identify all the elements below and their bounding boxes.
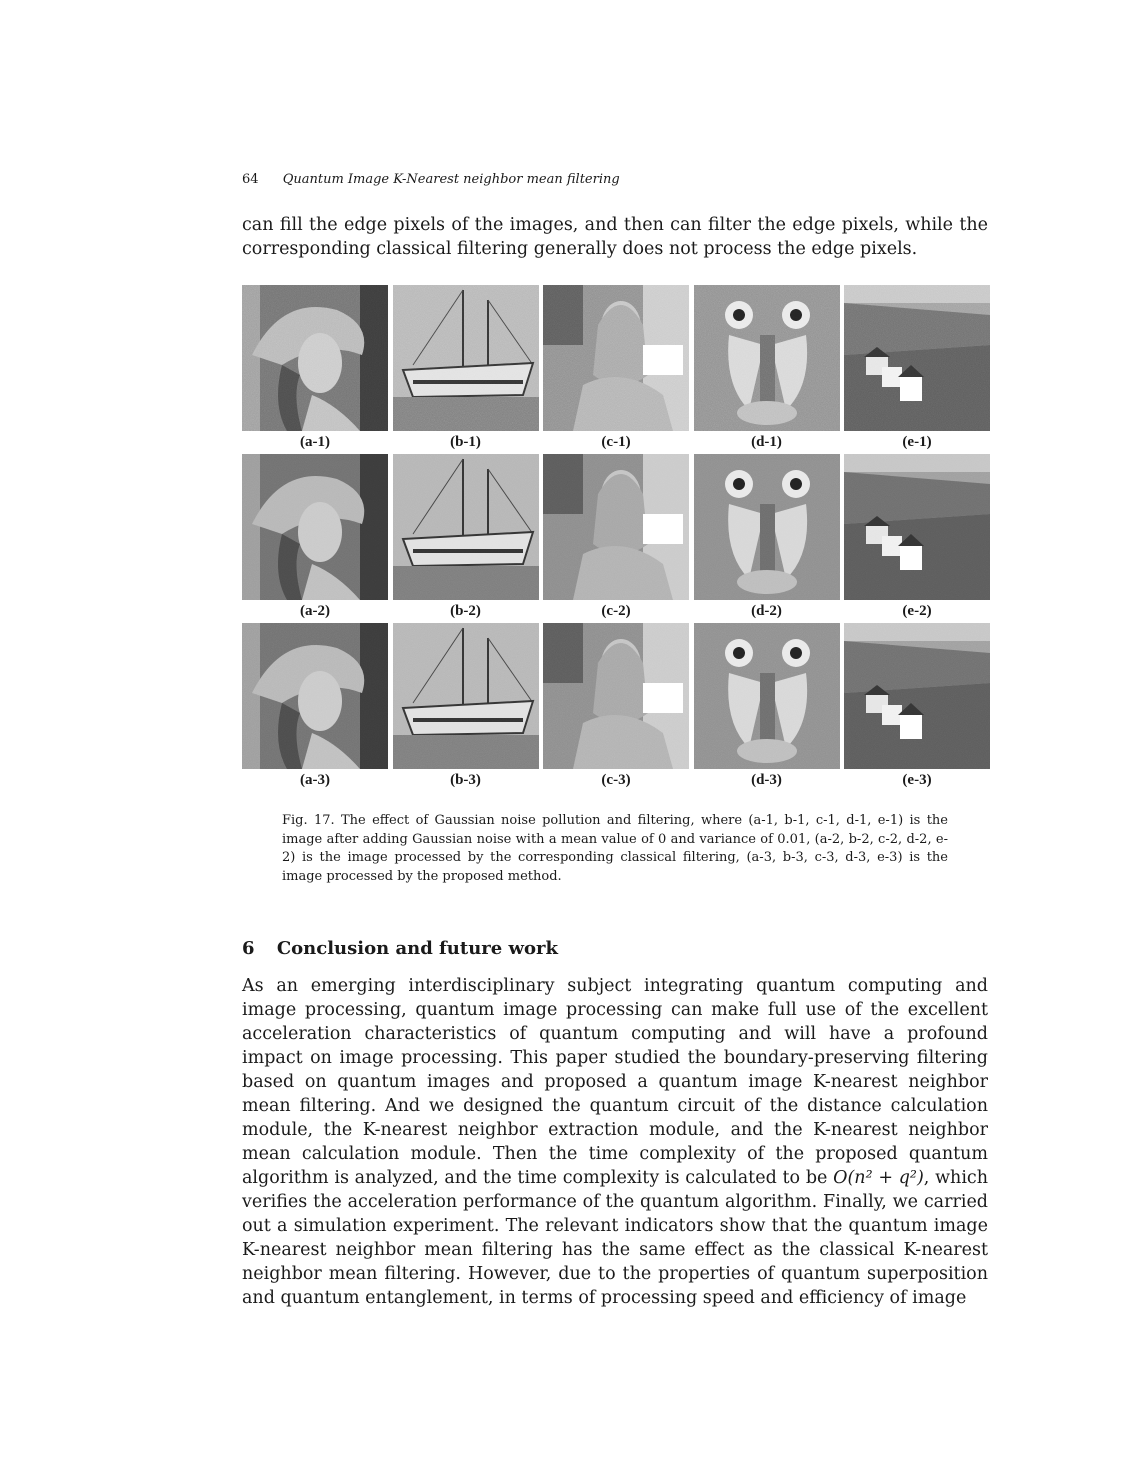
figure-cell (694, 285, 840, 454)
figure-image-boat (393, 623, 539, 769)
scene-graphic (393, 285, 539, 431)
figure-cell (543, 285, 689, 454)
figure-image-baboon (694, 623, 840, 769)
section-title: Conclusion and future work (276, 938, 558, 959)
conclusion-text-2: , which verifies the acceleration performance of the quantum algorithm. Finally, we carried out a simulation experiment. The relevant indicators show that the quantum image K-nearest neighbor mean filtering has the same effect as the classical K-nearest neighbor mean filtering. However, due to the properties of quantum superposition and quantum entanglement, in terms of processing speed and efficiency of image (242, 1168, 988, 1308)
figure-label: (c-2) (601, 603, 631, 619)
figure-label: (d-3) (751, 772, 782, 788)
figure-cell (844, 454, 990, 623)
figure-label: (e-1) (902, 434, 932, 450)
figure-cell (543, 454, 689, 623)
figure-cell (393, 285, 539, 454)
figure-cell (844, 285, 990, 454)
figure-cell (694, 454, 840, 623)
figure-cell (393, 623, 539, 792)
scene-graphic (242, 454, 388, 600)
figure-cell (393, 454, 539, 623)
figure-label: (a-3) (300, 772, 330, 788)
figure-image-boat (393, 285, 539, 431)
figure-image-baboon (694, 454, 840, 600)
figure-label: (c-1) (601, 434, 631, 450)
figure-cell (242, 454, 388, 623)
scene-graphic (844, 285, 990, 431)
figure-image-woman (543, 623, 689, 769)
figure-cell (242, 285, 388, 454)
figure-label: (e-2) (902, 603, 932, 619)
figure-label: (d-2) (751, 603, 782, 619)
scene-graphic (543, 285, 689, 431)
figure-grid (242, 285, 990, 792)
running-title: Quantum Image K-Nearest neighbor mean filtering (282, 172, 620, 187)
figure-image-woman (543, 454, 689, 600)
complexity-formula: O(n² + q²) (833, 1168, 924, 1188)
scene-graphic (242, 285, 388, 431)
figure-image-baboon (694, 285, 840, 431)
figure-image-village (844, 623, 990, 769)
scene-graphic (844, 623, 990, 769)
figure-cell (242, 623, 388, 792)
figure-label: (b-1) (450, 434, 481, 450)
figure-image-village (844, 285, 990, 431)
page-header (242, 172, 620, 187)
figure-cell (543, 623, 689, 792)
section-number: 6 (242, 938, 255, 959)
figure-image-village (844, 454, 990, 600)
conclusion-text-1: As an emerging interdisciplinary subject integrating quantum computing and image processing, quantum image processing can make full use of the excellent acceleration characteristics of quantum computing and will have a profound impact on image processing. This paper studied the boundary-preserving filtering based on quantum images and proposed a quantum image K-nearest neighbor mean filtering. And we designed the quantum circuit of the distance calculation module, the K-nearest neighbor extraction module, and the K-nearest neighbor mean calculation module. Then the time complexity of the proposed quantum algorithm is analyzed, and the time complexity is calculated to be (242, 976, 988, 1188)
scene-graphic (393, 623, 539, 769)
scene-graphic (694, 454, 840, 600)
figure-label: (a-1) (300, 434, 330, 450)
figure-label: (b-3) (450, 772, 481, 788)
figure-image-lena (242, 285, 388, 431)
conclusion-paragraph (242, 974, 988, 1310)
intro-paragraph: can fill the edge pixels of the images, and then can filter the edge pixels, while the corresponding classical filtering generally does not process the edge pixels. (242, 215, 988, 259)
scene-graphic (844, 454, 990, 600)
section-heading (242, 938, 558, 959)
figure-label: (a-2) (300, 603, 330, 619)
figure-cell (694, 623, 840, 792)
figure-image-lena (242, 454, 388, 600)
figure-cell (844, 623, 990, 792)
scene-graphic (543, 454, 689, 600)
figure-label: (c-3) (601, 772, 631, 788)
page-number: 64 (242, 172, 259, 187)
scene-graphic (242, 623, 388, 769)
figure-label: (b-2) (450, 603, 481, 619)
figure-caption: Fig. 17. The effect of Gaussian noise pollution and filtering, where (a-1, b-1, c-1, d-1, e-1) is the image after adding Gaussian noise with a mean value of 0 and variance of 0.01, (a-2, b-2, c-2, d-2, e-2) is the image processed by the corresponding classical filtering, (a-3, b-3, c-3, d-3, e-3) is the image processed by the proposed method. (282, 813, 948, 884)
figure-image-lena (242, 623, 388, 769)
figure-label: (d-1) (751, 434, 782, 450)
figure-image-woman (543, 285, 689, 431)
figure-image-boat (393, 454, 539, 600)
scene-graphic (543, 623, 689, 769)
figure-label: (e-3) (902, 772, 932, 788)
scene-graphic (694, 623, 840, 769)
scene-graphic (393, 454, 539, 600)
scene-graphic (694, 285, 840, 431)
